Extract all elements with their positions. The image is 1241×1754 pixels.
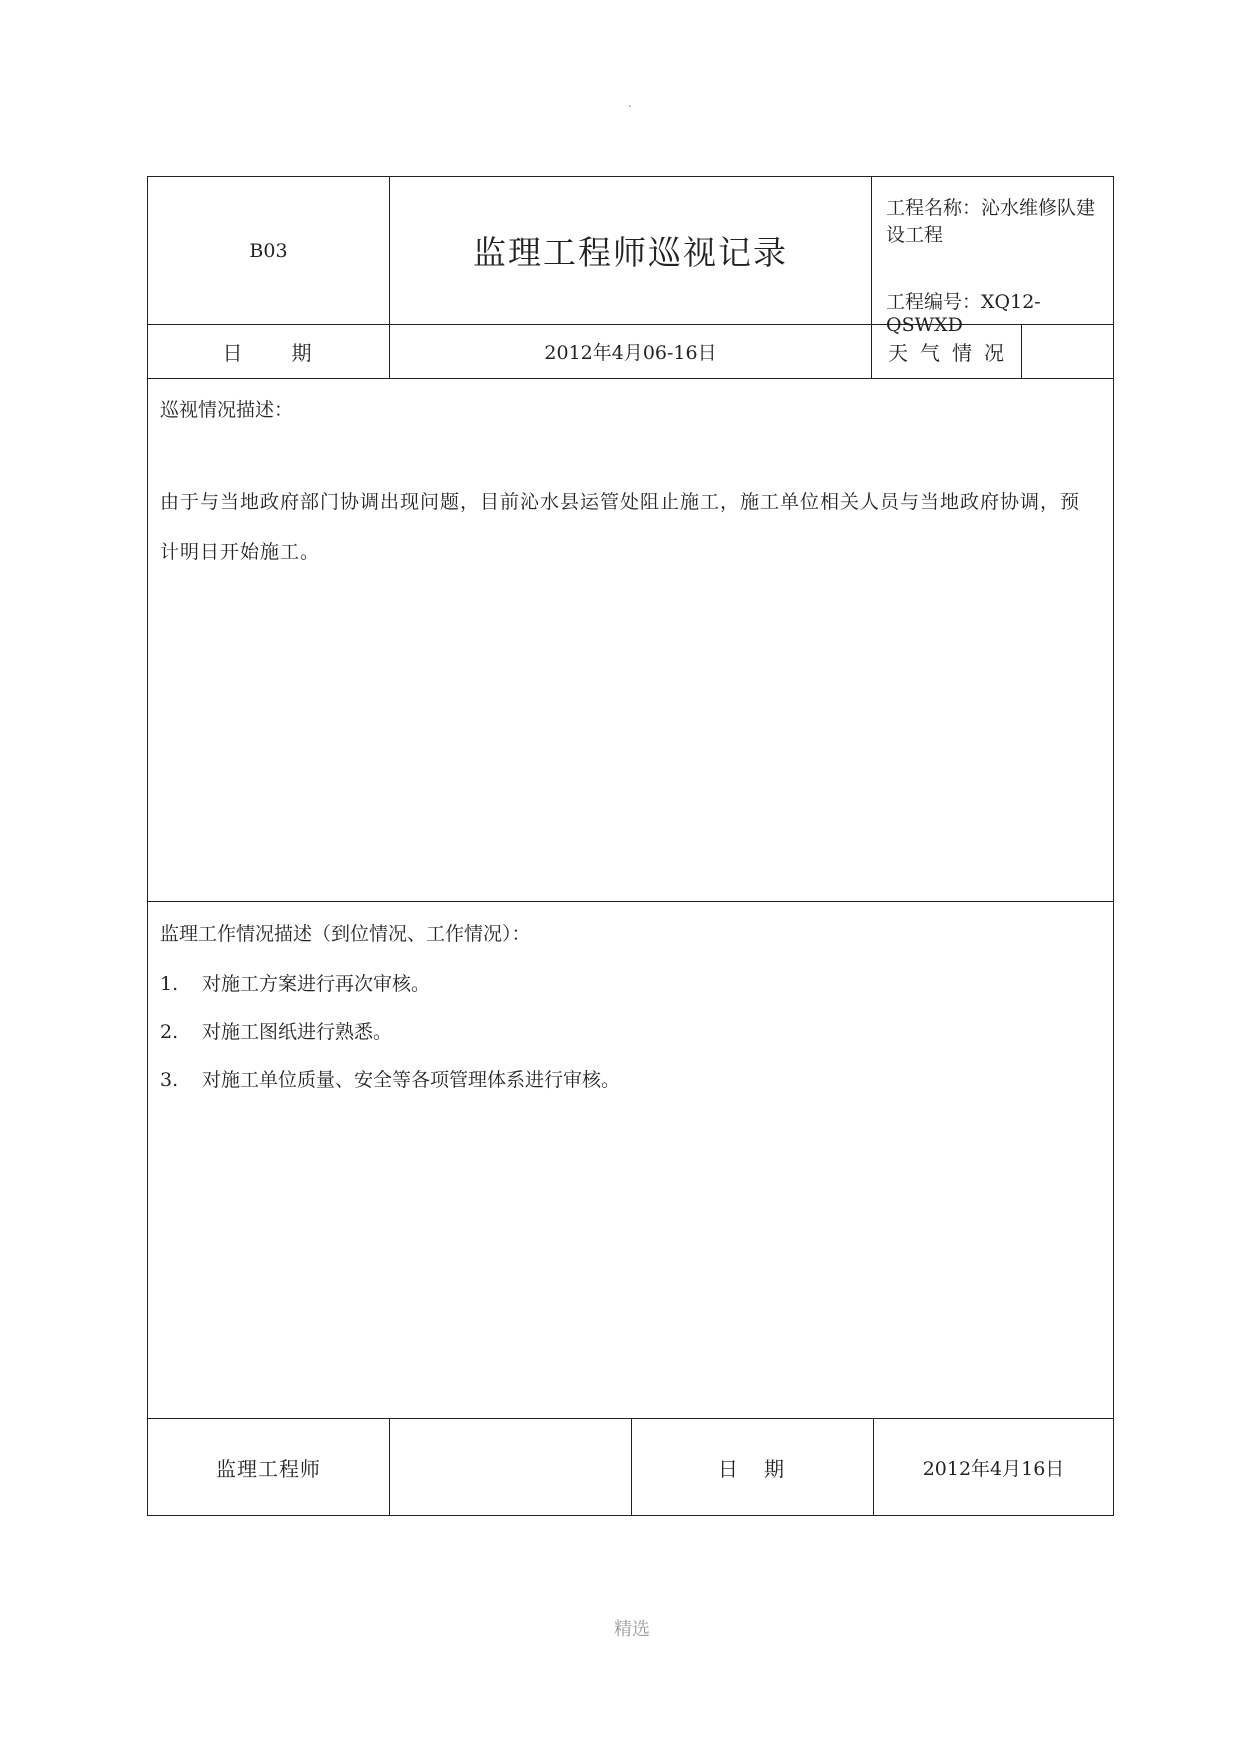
work-list-item bbox=[160, 960, 1099, 1008]
footer-label: 精选 bbox=[614, 1619, 650, 1640]
project-name: 工程名称：沁水维修队建设工程 bbox=[886, 197, 1096, 246]
work-item-number: 3. bbox=[160, 1069, 179, 1091]
inspection-section bbox=[148, 379, 1114, 902]
work-list-item bbox=[160, 1008, 1099, 1056]
project-info-cell bbox=[872, 177, 1114, 336]
top-mark: . bbox=[628, 96, 632, 110]
work-list-item bbox=[160, 1056, 1099, 1104]
work-item-number: 2. bbox=[160, 1021, 179, 1043]
work-heading: 监理工作情况描述（到位情况、工作情况）： bbox=[160, 923, 531, 945]
date-label: 日 期 bbox=[148, 325, 390, 379]
inspection-text: 由于与当地政府部门协调出现问题，目前沁水县运管处阻止施工，施工单位相关人员与当地政府协调，预计明日开始施工。 bbox=[160, 491, 1081, 563]
weather-label: 天气情况 bbox=[872, 325, 1022, 378]
inspection-record-form bbox=[147, 176, 1114, 1516]
work-list bbox=[160, 960, 1099, 1104]
form-title: 监理工程师巡视记录 bbox=[390, 177, 872, 325]
sign-date-label: 日 期 bbox=[632, 1419, 874, 1515]
engineer-signature bbox=[390, 1419, 632, 1515]
work-item-text: 对施工方案进行再次审核。 bbox=[202, 973, 431, 995]
work-section bbox=[148, 902, 1114, 1419]
work-item-number: 1. bbox=[160, 973, 179, 995]
project-number: 工程编号：XQ12-QSWXD bbox=[886, 291, 1041, 336]
date-value: 2012年4月06-16日 bbox=[390, 325, 872, 379]
inspection-heading: 巡视情况描述： bbox=[160, 399, 294, 421]
sign-row bbox=[148, 1419, 1114, 1516]
sign-date-value: 2012年4月16日 bbox=[922, 1457, 1065, 1480]
work-item-text: 对施工单位质量、安全等各项管理体系进行审核。 bbox=[202, 1069, 621, 1091]
work-item-text: 对施工图纸进行熟悉。 bbox=[202, 1021, 393, 1043]
form-code: B03 bbox=[148, 177, 390, 325]
engineer-label: 监理工程师 bbox=[148, 1419, 390, 1515]
